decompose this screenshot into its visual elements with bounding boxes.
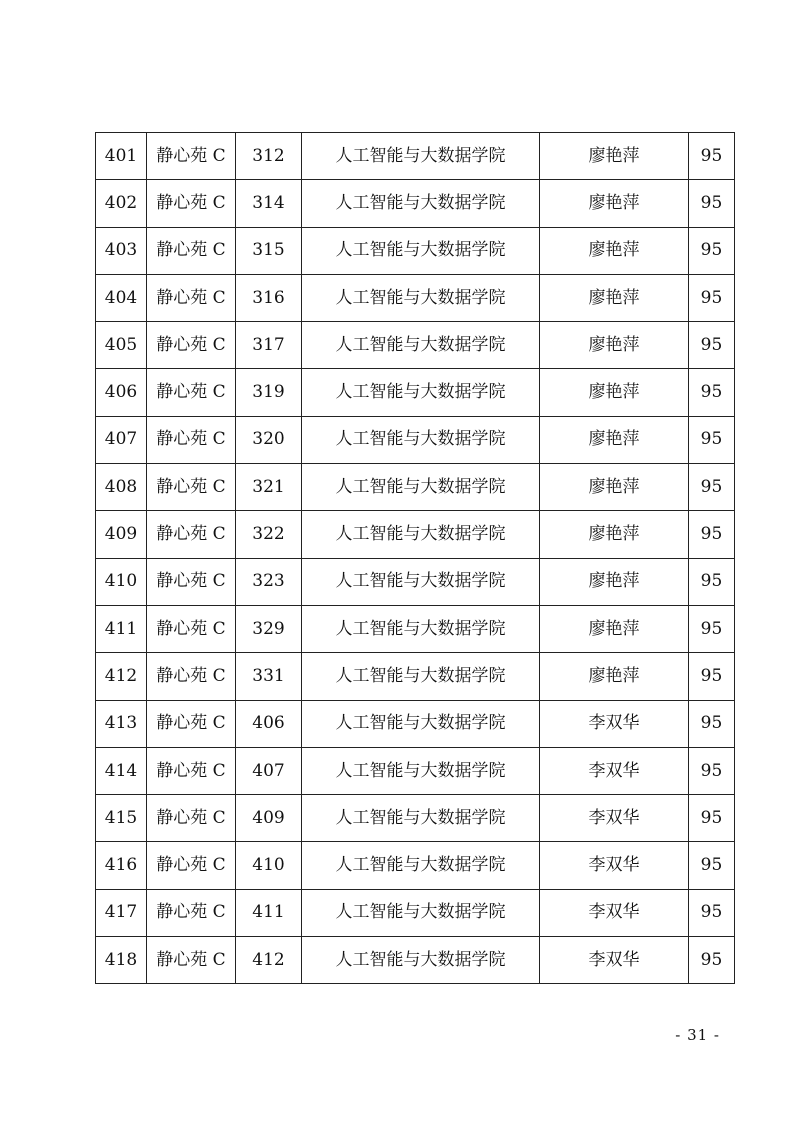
cell-number: 409 xyxy=(96,511,147,558)
cell-person: 李双华 xyxy=(540,700,689,747)
cell-building: 静心苑 C xyxy=(147,227,236,274)
cell-person: 廖艳萍 xyxy=(540,180,689,227)
cell-score: 95 xyxy=(689,889,735,936)
table-row xyxy=(96,464,735,511)
cell-score: 95 xyxy=(689,464,735,511)
cell-room: 321 xyxy=(236,464,302,511)
cell-college: 人工智能与大数据学院 xyxy=(302,937,540,984)
cell-building: 静心苑 C xyxy=(147,274,236,321)
cell-score: 95 xyxy=(689,322,735,369)
cell-person: 廖艳萍 xyxy=(540,133,689,180)
cell-person: 廖艳萍 xyxy=(540,416,689,463)
table-row xyxy=(96,605,735,652)
cell-college: 人工智能与大数据学院 xyxy=(302,889,540,936)
cell-score: 95 xyxy=(689,747,735,794)
cell-score: 95 xyxy=(689,369,735,416)
cell-college: 人工智能与大数据学院 xyxy=(302,133,540,180)
cell-college: 人工智能与大数据学院 xyxy=(302,369,540,416)
cell-college: 人工智能与大数据学院 xyxy=(302,180,540,227)
cell-number: 417 xyxy=(96,889,147,936)
cell-room: 317 xyxy=(236,322,302,369)
cell-room: 331 xyxy=(236,653,302,700)
table-row xyxy=(96,511,735,558)
table-row xyxy=(96,369,735,416)
cell-building: 静心苑 C xyxy=(147,795,236,842)
cell-person: 廖艳萍 xyxy=(540,464,689,511)
cell-college: 人工智能与大数据学院 xyxy=(302,227,540,274)
cell-room: 407 xyxy=(236,747,302,794)
cell-room: 411 xyxy=(236,889,302,936)
cell-college: 人工智能与大数据学院 xyxy=(302,605,540,652)
cell-college: 人工智能与大数据学院 xyxy=(302,795,540,842)
cell-college: 人工智能与大数据学院 xyxy=(302,700,540,747)
cell-number: 405 xyxy=(96,322,147,369)
cell-building: 静心苑 C xyxy=(147,180,236,227)
table-body xyxy=(96,133,735,984)
table-row xyxy=(96,795,735,842)
cell-person: 廖艳萍 xyxy=(540,274,689,321)
cell-building: 静心苑 C xyxy=(147,889,236,936)
cell-person: 廖艳萍 xyxy=(540,558,689,605)
cell-score: 95 xyxy=(689,937,735,984)
cell-score: 95 xyxy=(689,416,735,463)
table-row xyxy=(96,133,735,180)
cell-college: 人工智能与大数据学院 xyxy=(302,464,540,511)
cell-building: 静心苑 C xyxy=(147,937,236,984)
cell-person: 李双华 xyxy=(540,842,689,889)
cell-number: 410 xyxy=(96,558,147,605)
cell-number: 403 xyxy=(96,227,147,274)
cell-score: 95 xyxy=(689,795,735,842)
cell-room: 409 xyxy=(236,795,302,842)
cell-score: 95 xyxy=(689,558,735,605)
cell-score: 95 xyxy=(689,227,735,274)
cell-building: 静心苑 C xyxy=(147,653,236,700)
table-row xyxy=(96,322,735,369)
cell-college: 人工智能与大数据学院 xyxy=(302,842,540,889)
cell-number: 407 xyxy=(96,416,147,463)
cell-room: 315 xyxy=(236,227,302,274)
cell-number: 402 xyxy=(96,180,147,227)
cell-number: 408 xyxy=(96,464,147,511)
cell-room: 320 xyxy=(236,416,302,463)
cell-score: 95 xyxy=(689,511,735,558)
table-row xyxy=(96,274,735,321)
cell-college: 人工智能与大数据学院 xyxy=(302,653,540,700)
cell-room: 406 xyxy=(236,700,302,747)
cell-building: 静心苑 C xyxy=(147,369,236,416)
table-row xyxy=(96,227,735,274)
cell-room: 322 xyxy=(236,511,302,558)
cell-college: 人工智能与大数据学院 xyxy=(302,747,540,794)
cell-room: 412 xyxy=(236,937,302,984)
table-row xyxy=(96,937,735,984)
cell-room: 323 xyxy=(236,558,302,605)
cell-number: 413 xyxy=(96,700,147,747)
cell-person: 廖艳萍 xyxy=(540,227,689,274)
cell-score: 95 xyxy=(689,605,735,652)
cell-room: 329 xyxy=(236,605,302,652)
cell-building: 静心苑 C xyxy=(147,747,236,794)
table-row xyxy=(96,842,735,889)
cell-building: 静心苑 C xyxy=(147,558,236,605)
cell-building: 静心苑 C xyxy=(147,605,236,652)
cell-person: 廖艳萍 xyxy=(540,322,689,369)
cell-person: 李双华 xyxy=(540,889,689,936)
cell-person: 廖艳萍 xyxy=(540,511,689,558)
cell-score: 95 xyxy=(689,842,735,889)
cell-room: 316 xyxy=(236,274,302,321)
cell-room: 319 xyxy=(236,369,302,416)
cell-number: 406 xyxy=(96,369,147,416)
table-row xyxy=(96,889,735,936)
cell-score: 95 xyxy=(689,653,735,700)
cell-person: 廖艳萍 xyxy=(540,369,689,416)
cell-score: 95 xyxy=(689,180,735,227)
cell-number: 415 xyxy=(96,795,147,842)
cell-college: 人工智能与大数据学院 xyxy=(302,558,540,605)
table-row xyxy=(96,180,735,227)
cell-score: 95 xyxy=(689,700,735,747)
cell-room: 312 xyxy=(236,133,302,180)
cell-building: 静心苑 C xyxy=(147,416,236,463)
table-row xyxy=(96,653,735,700)
cell-number: 411 xyxy=(96,605,147,652)
cell-room: 314 xyxy=(236,180,302,227)
cell-person: 李双华 xyxy=(540,795,689,842)
cell-number: 404 xyxy=(96,274,147,321)
table-row xyxy=(96,416,735,463)
table-row xyxy=(96,700,735,747)
cell-number: 418 xyxy=(96,937,147,984)
cell-number: 416 xyxy=(96,842,147,889)
dormitory-score-table xyxy=(95,132,735,984)
cell-score: 95 xyxy=(689,274,735,321)
cell-building: 静心苑 C xyxy=(147,464,236,511)
cell-building: 静心苑 C xyxy=(147,133,236,180)
cell-building: 静心苑 C xyxy=(147,322,236,369)
cell-score: 95 xyxy=(689,133,735,180)
cell-person: 李双华 xyxy=(540,747,689,794)
cell-college: 人工智能与大数据学院 xyxy=(302,274,540,321)
cell-building: 静心苑 C xyxy=(147,700,236,747)
page-number: - 31 - xyxy=(675,1026,720,1044)
cell-building: 静心苑 C xyxy=(147,511,236,558)
cell-person: 廖艳萍 xyxy=(540,605,689,652)
cell-building: 静心苑 C xyxy=(147,842,236,889)
cell-college: 人工智能与大数据学院 xyxy=(302,416,540,463)
cell-number: 401 xyxy=(96,133,147,180)
cell-room: 410 xyxy=(236,842,302,889)
table-row xyxy=(96,558,735,605)
cell-person: 李双华 xyxy=(540,937,689,984)
cell-college: 人工智能与大数据学院 xyxy=(302,322,540,369)
cell-number: 414 xyxy=(96,747,147,794)
cell-college: 人工智能与大数据学院 xyxy=(302,511,540,558)
cell-person: 廖艳萍 xyxy=(540,653,689,700)
cell-number: 412 xyxy=(96,653,147,700)
table-row xyxy=(96,747,735,794)
